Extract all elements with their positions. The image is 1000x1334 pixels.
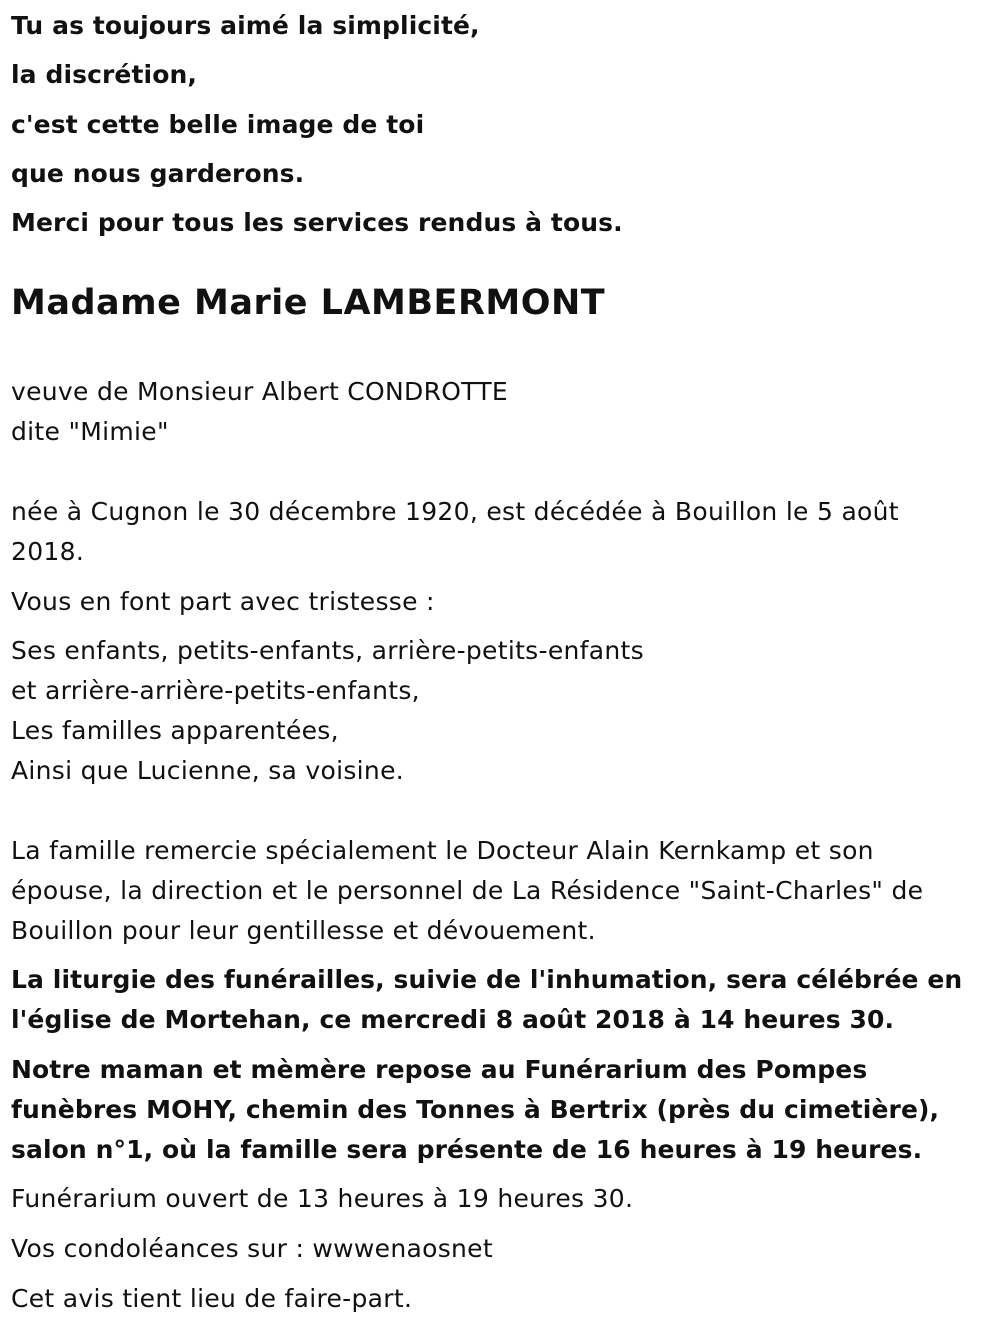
liturgy-line-1: La liturgie des funérailles, suivie de l'inhumation, sera célébrée en xyxy=(11,965,963,994)
poem-line-3: c'est cette belle image de toi xyxy=(11,110,425,139)
nickname: dite "Mimie" xyxy=(11,417,169,446)
birth-death-line-2: 2018. xyxy=(11,537,85,566)
thanks-line-2: épouse, la direction et le personnel de La Résidence "Saint-Charles" de xyxy=(11,876,924,905)
family-line-2: et arrière-arrière-petits-enfants, xyxy=(11,676,420,705)
condolences-line: Vos condoléances sur : wwwenaosnet xyxy=(11,1234,493,1263)
liturgy-line-2: l'église de Mortehan, ce mercredi 8 août 2018 à 14 heures 30. xyxy=(11,1005,895,1034)
thanks-line-1: La famille remercie spécialement le Docteur Alain Kernkamp et son xyxy=(11,836,874,865)
poem-line-2: la discrétion, xyxy=(11,60,197,89)
thanks-line-3: Bouillon pour leur gentillesse et dévouement. xyxy=(11,916,596,945)
poem-line-5: Merci pour tous les services rendus à tous. xyxy=(11,208,623,237)
rest-line-2: funèbres MOHY, chemin des Tonnes à Bertrix (près du cimetière), xyxy=(11,1095,940,1124)
family-line-3: Les familles apparentées, xyxy=(11,716,339,745)
poem-line-1: Tu as toujours aimé la simplicité, xyxy=(11,11,480,40)
family-line-4: Ainsi que Lucienne, sa voisine. xyxy=(11,756,404,785)
birth-death-line-1: née à Cugnon le 30 décembre 1920, est décédée à Bouillon le 5 août xyxy=(11,497,899,526)
poem-line-4: que nous garderons. xyxy=(11,159,305,188)
widow-of: veuve de Monsieur Albert CONDROTTE xyxy=(11,377,509,406)
funerarium-hours: Funérarium ouvert de 13 heures à 19 heures 30. xyxy=(11,1184,634,1213)
deceased-name: Madame Marie LAMBERMONT xyxy=(11,283,606,323)
announcement-intro: Vous en font part avec tristesse : xyxy=(11,587,435,616)
notice-line: Cet avis tient lieu de faire-part. xyxy=(11,1284,413,1313)
rest-line-1: Notre maman et mèmère repose au Funérarium des Pompes xyxy=(11,1055,868,1084)
family-line-1: Ses enfants, petits-enfants, arrière-petits-enfants xyxy=(11,636,644,665)
rest-line-3: salon n°1, où la famille sera présente de 16 heures à 19 heures. xyxy=(11,1135,923,1164)
